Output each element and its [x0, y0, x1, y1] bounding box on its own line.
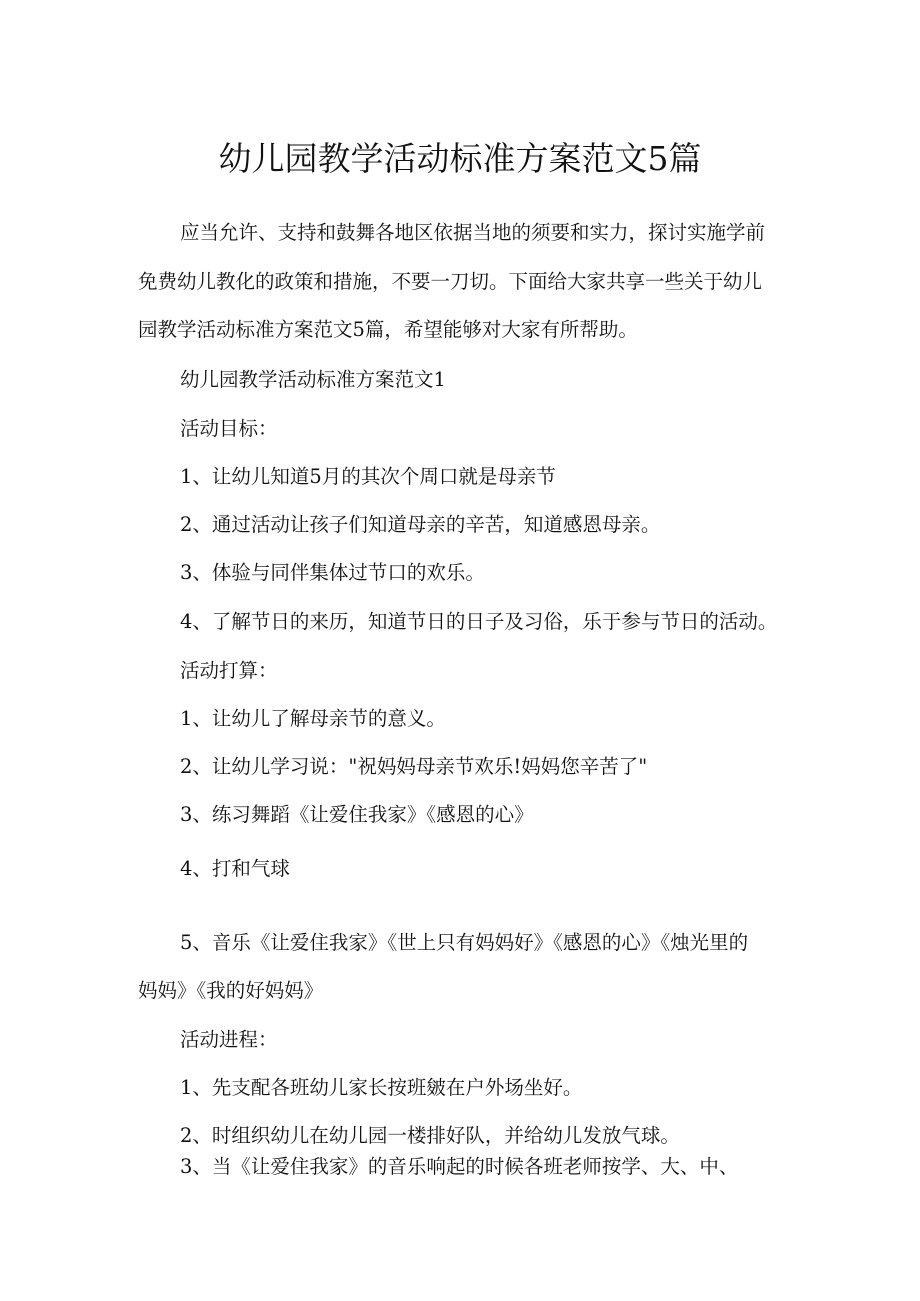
- goal-item-1: 1、让幼儿知道5月的其次个周口就是母亲节: [180, 465, 556, 488]
- intro-line-1: 应当允许、支持和鼓舞各地区依据当地的须要和实力，探讨实施学前: [180, 221, 766, 244]
- prep-item-3: 3、练习舞蹈《让爱住我家》《感恩的心》: [180, 803, 534, 826]
- prep-item-4: 4、打和气球: [180, 857, 290, 880]
- process-item-2: 2、时组织幼儿在幼儿园一楼排好队，并给幼儿发放气球。: [180, 1124, 680, 1147]
- prep-item-2: 2、让幼儿学习说："祝妈妈母亲节欢乐!妈妈您辛苦了": [180, 755, 648, 778]
- process-heading: 活动进程：: [180, 1028, 278, 1051]
- prep-item-5-line-1: 5、音乐《让爱住我家》《世上只有妈妈好》《感恩的心》《烛光里的: [180, 931, 749, 954]
- goals-heading: 活动目标：: [180, 417, 278, 440]
- section-title: 幼儿园教学活动标准方案范文1: [180, 368, 446, 391]
- process-item-3: 3、当《让爱住我家》的音乐响起的时候各班老师按学、大、中、: [180, 1155, 739, 1178]
- prep-item-1: 1、让幼儿了解母亲节的意义。: [180, 707, 446, 730]
- prep-item-5-line-2: 妈妈》《我的好妈妈》: [138, 979, 324, 1002]
- goal-item-2: 2、通过活动让孩子们知道母亲的辛苦，知道感恩母亲。: [180, 513, 661, 536]
- prep-heading: 活动打算：: [180, 659, 278, 682]
- intro-line-2: 免费幼儿教化的政策和措施，不要一刀切。下面给大家共享一些关于幼儿: [138, 270, 763, 293]
- intro-line-3: 园教学活动标准方案范文5篇，希望能够对大家有所帮助。: [138, 318, 638, 341]
- goal-item-3: 3、体验与同伴集体过节口的欢乐。: [180, 561, 485, 584]
- document-title: 幼儿园教学活动标准方案范文5篇: [218, 139, 702, 178]
- goal-item-4: 4、了解节日的来历，知道节日的日子及习俗，乐于参与节日的活动。: [180, 610, 778, 633]
- process-item-1: 1、先支配各班幼儿家长按班皴在户外场坐好。: [180, 1076, 583, 1099]
